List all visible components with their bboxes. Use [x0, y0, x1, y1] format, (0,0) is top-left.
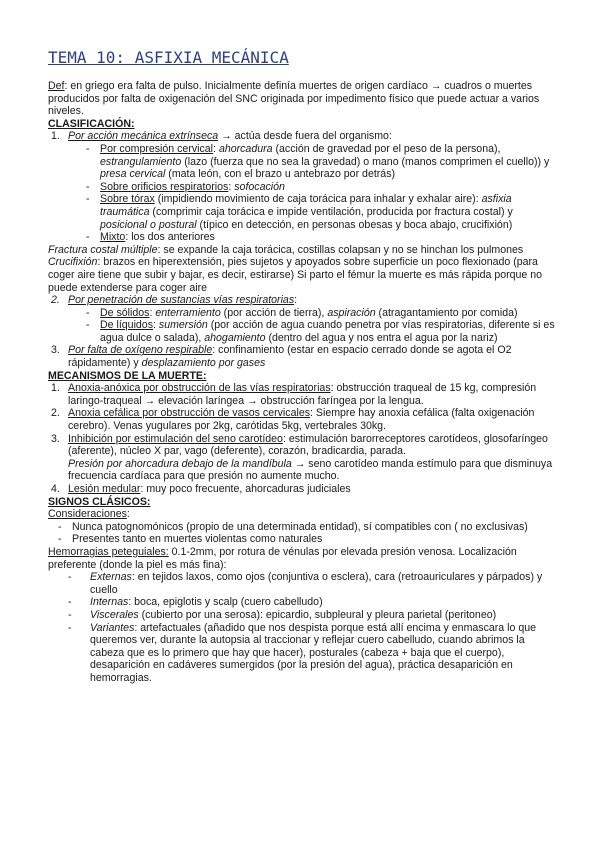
clasificacion-item-3: 3. Por falta de oxígeno respirable: confinamiento (estar en espacio cerrado donde se agota el O2 rápidamente) y desplazamiento por gases	[51, 344, 512, 370]
clasificacion-item-2: 2. Por penetración de sustancias vías respiratorias:	[51, 294, 298, 307]
mecanismo-item-4: 4. Lesión medular: muy poco frecuente, ahorcaduras judiciales	[51, 483, 351, 495]
clasificacion-heading: CLASIFICACIÓN:	[48, 117, 135, 130]
page-title: TEMA 10: ASFIXIA MECÁNICA	[48, 48, 289, 67]
hemorragias-paragraph: Hemorragias peteguiales: 0.1-2mm, por rotura de vénulas por elevada presión venosa. Localización preferente (donde la piel es más fina):	[48, 545, 517, 571]
mecanismos-heading: MECANISMOS DE LA MUERTE:	[48, 369, 207, 382]
externas-item: - Externas: en tejidos laxos, como ojos (conjuntiva o esclera), cara (retroauriculares y párpados) y cuello	[68, 571, 543, 596]
def-label: Def	[48, 80, 65, 92]
def-text: : en griego era falta de pulso. Inicialmente definía muertes de origen cardíaco → cuadros o muertes producidos por falta de oxigenación del SNC originada por impedimento físico que puede actuar a varios niveles.	[48, 80, 540, 118]
mecanismo-item-1: 1. Anoxia-anóxica por obstrucción de las vías respiratorias: obstrucción traqueal de 15 kg, compresión laringo-traqueal → elevación laríngea → obstrucción faríngea por la lengua.	[51, 382, 537, 407]
sobre-torax-item: - Sobre tórax (impidiendo movimiento de caja torácica para inhalar y exhalar aire): asfixia traumática (comprimir caja torácica e impide ventilación, producida por fractura costal) y posicional o postural (típico en detección, en personas obesas y boca abajo, crucifixión)	[86, 193, 513, 231]
mecanismo-item-2: 2. Anoxia cefálica por obstrucción de vasos cervicales: Siempre hay anoxia cefálica (falta oxigenación cerebro). Venas yugulares por 2kg, carótidas 5kg, vertebrales 30kg.	[51, 407, 535, 433]
consideraciones-label: Consideraciones:	[48, 508, 130, 521]
clasificacion-item-1: 1. Por acción mecánica extrínseca → actúa desde fuera del organismo:	[51, 130, 392, 143]
definition-paragraph	[48, 80, 558, 118]
fractura-costal-paragraph: Fractura costal múltiple: se expande la caja torácica, costillas colapsan y no se hinchan los pulmones	[48, 243, 524, 256]
signos-heading: SIGNOS CLÁSICOS:	[48, 495, 151, 508]
viscerales-item: - Viscerales (cubierto por una serosa): epicardio, subpleural y pleura parietal (peritoneo)	[68, 608, 497, 621]
solidos-item: - De sólidos: enterramiento (por acción de tierra), aspiración (atragantamiento por comida)	[86, 306, 518, 319]
crucifixion-paragraph: Crucifixión: brazos en hiperextensión, pies sujetos y apoyados sobre superficie un poco flexionado (para coger aire tiene que subir y bajar, es decir, estirarse) Si parto el fémur la muerte es más rápida porque no puede extenderse para coger aire	[48, 256, 543, 294]
document-body	[48, 80, 558, 685]
mecanismo-item-3: 3. Inhibición por estimulación del seno carotídeo: estimulación barorreceptores carotídeos, glosofaríngeo (aferente), núcleo X par, vago (deferente), corazón, bradicardia, parada.	[51, 432, 548, 458]
variantes-item: - Variantes: artefactuales (añadido que nos despista porque está allí encima y enmascara lo que queremos ver, durante la autopsia al traccionar y reflejar cuero cabelludo, cuando abrimos la cabeza que es lo primero que hay que hacer), posturales (cabeza + baja que el cuerpo), desaparición en cadáveres sumergidos (por la presión del agua), práctica desaparición en hemorragias.	[68, 621, 537, 684]
compresion-cervical-item: - Por compresión cervical: ahorcadura (acción de gravedad por el peso de la persona), estrangulamiento (lazo (fuerza que no sea la gravedad) o mano (manos comprimen el cuello)) y presa cervical (mata león, con el brazo u antebrazo por detrás)	[86, 142, 550, 181]
liquidos-item: - De líquidos: sumersión (por acción de agua cuando penetra por vías respiratorias, diferente si es agua dulce o salada), ahogamiento (dentro del agua y nos entra el agua por la nariz)	[86, 319, 555, 344]
consideracion-item-2: - Presentes tanto en muertes violentas como naturales	[58, 533, 323, 546]
orificios-respiratorios-item: - Sobre orificios respiratorios: sofocación	[86, 180, 285, 193]
presion-ahorcadura-note: Presión por ahorcadura debajo de la mandíbula → seno carotídeo manda estímulo para que disminuya frecuencia cardíaca para que presión no aumente mucho.	[68, 457, 553, 483]
internas-item: - Internas: boca, epiglotis y scalp (cuero cabelludo)	[68, 596, 323, 609]
consideracion-item-1: - Nunca patognomónicos (propio de una determinada entidad), sí compatibles con ( no exclusivas)	[58, 520, 528, 533]
mixto-item: - Mixto: los dos anteriores	[86, 231, 215, 244]
